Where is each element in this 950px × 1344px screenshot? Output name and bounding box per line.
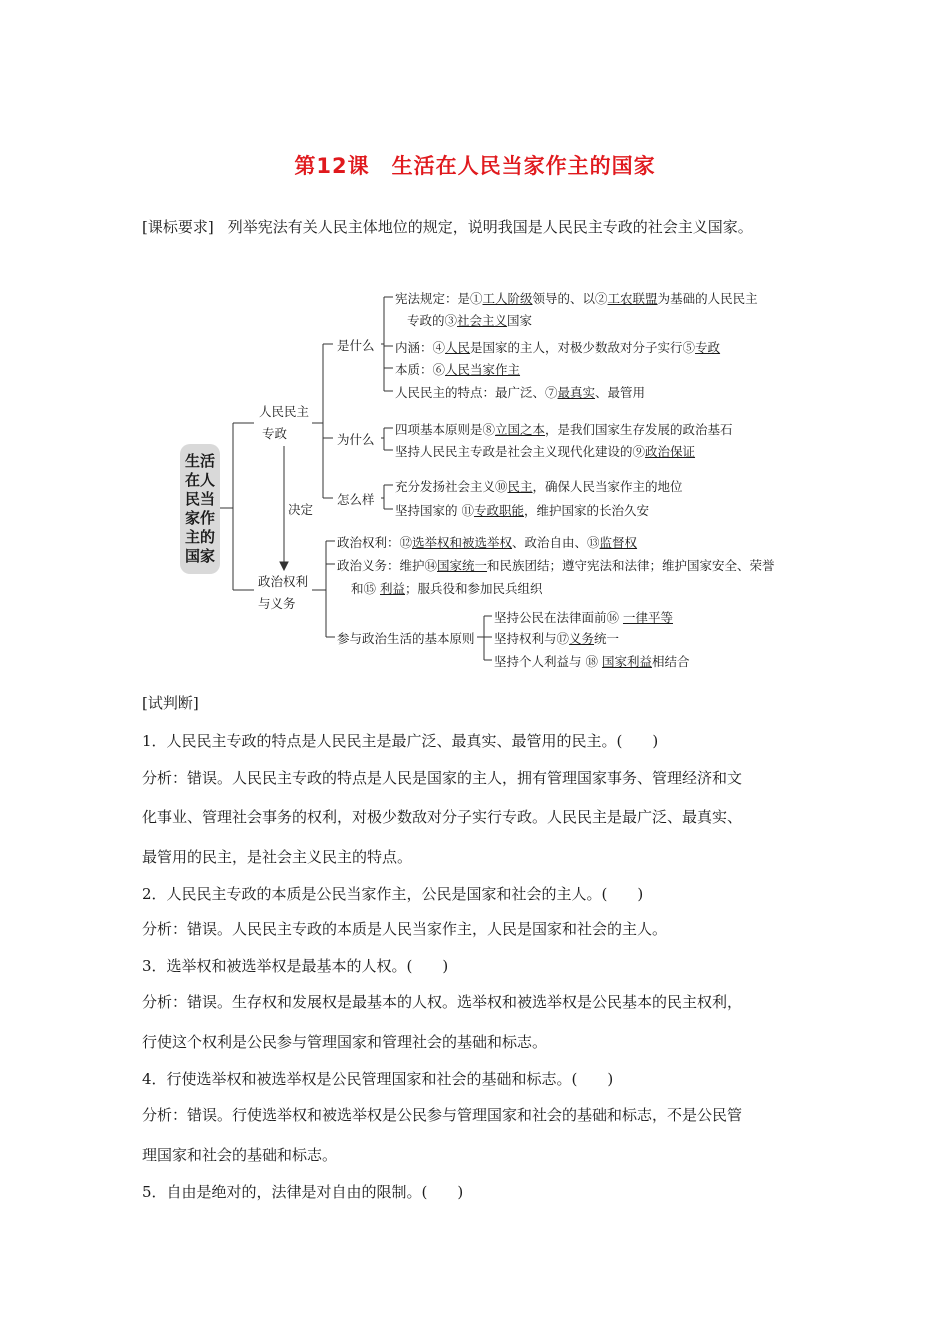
principle-rights-duties: 坚持权利与⑰义务统一 — [494, 631, 620, 646]
rights-item-obligations-cont: 和⑮ 利益；服兵役和参加民兵组织 — [351, 581, 543, 596]
root-line: 民当 — [184, 490, 215, 508]
how-item-dictatorship: 坚持国家的 ⑪专政职能，维护国家的长治久安 — [395, 503, 650, 518]
question-3: 3．选举权和被选举权是最基本的人权。( ) — [142, 957, 449, 975]
principle-interests: 坚持个人利益与 ⑱ 国家利益相结合 — [494, 654, 690, 669]
decide-label: 决定 — [288, 502, 314, 517]
analysis-4: 分析：错误。行使选举权和被选举权是公民参与管理国家和社会的基础和标志，不是公民管 — [142, 1106, 743, 1124]
why-item-guarantee: 坚持人民民主专政是社会主义现代化建设的⑨政治保证 — [395, 444, 696, 459]
root-line: 生活 — [184, 452, 215, 470]
question-4: 4．行使选举权和被选举权是公民管理国家和社会的基础和标志。( ) — [142, 1070, 614, 1088]
what-item-features: 人民民主的特点：最广泛、⑦最真实、最管用 — [395, 385, 646, 400]
branch-dictatorship-line2: 专政 — [262, 426, 288, 441]
branch-rights-line1: 政治权利 — [258, 574, 309, 589]
analysis-2: 分析：错误。人民民主专政的本质是人民当家作主，人民是国家和社会的主人。 — [142, 920, 668, 938]
question-2: 2．人民民主专政的本质是公民当家作主，公民是国家和社会的主人。( ) — [142, 885, 644, 903]
analysis-1-cont: 化事业、管理社会事务的权利，对极少数敌对分子实行专政。人民民主是最广泛、最真实、 — [142, 808, 743, 826]
how-label: 怎么样 — [337, 492, 375, 507]
mind-map-root — [180, 444, 220, 574]
why-label: 为什么 — [337, 432, 375, 447]
root-line: 家作 — [184, 509, 215, 527]
what-item-constitution: 宪法规定：是①工人阶级领导的、以②工农联盟为基础的人民民主 — [395, 291, 758, 306]
branch-dictatorship-line1: 人民民主 — [259, 404, 310, 419]
what-item-connotation: 内涵：④人民是国家的主人，对极少数敌对分子实行⑤专政 — [395, 340, 721, 355]
analysis-3-cont: 行使这个权利是公民参与管理国家和管理社会的基础和标志。 — [142, 1033, 548, 1051]
rights-item-obligations: 政治义务：维护⑭国家统一和民族团结；遵守宪法和法律；维护国家安全、荣誉 — [337, 558, 775, 573]
how-item-democracy: 充分发扬社会主义⑩民主，确保人民当家作主的地位 — [395, 479, 683, 494]
question-1: 1．人民民主专政的特点是人民民主是最广泛、最真实、最管用的民主。( ) — [142, 732, 659, 750]
requirement-text: 列举宪法有关人民主体地位的规定，说明我国是人民民主专政的社会主义国家。 — [227, 218, 753, 236]
rights-item-principles: 参与政治生活的基本原则 — [337, 631, 475, 646]
page-title: 第12课 生活在人民当家作主的国家 — [294, 154, 656, 178]
branch-rights-line2: 与义务 — [258, 596, 296, 611]
root-line: 主的 — [184, 528, 215, 546]
why-item-principles: 四项基本原则是⑧立国之本，是我们国家生存发展的政治基石 — [395, 422, 733, 437]
principle-equality: 坚持公民在法律面前⑯ 一律平等 — [494, 610, 673, 625]
analysis-1-cont: 最管用的民主，是社会主义民主的特点。 — [142, 848, 413, 866]
analysis-1: 分析：错误。人民民主专政的特点是人民是国家的主人，拥有管理国家事务、管理经济和文 — [142, 769, 743, 787]
what-item-essence: 本质：⑥人民当家作主 — [395, 362, 521, 377]
root-line: 国家 — [184, 547, 215, 565]
rights-item-political-rights: 政治权利：⑫选举权和被选举权、政治自由、⑬监督权 — [337, 535, 638, 550]
root-line: 在人 — [184, 471, 215, 489]
what-label: 是什么 — [337, 338, 375, 353]
question-5: 5．自由是绝对的，法律是对自由的限制。( ) — [142, 1183, 464, 1201]
what-item-constitution-cont: 专政的③社会主义国家 — [407, 313, 533, 328]
requirement-tag: [课标要求] — [142, 218, 214, 236]
analysis-3: 分析：错误。生存权和发展权是最基本的人权。选举权和被选举权是公民基本的民主权利， — [142, 993, 743, 1011]
section-heading: [试判断] — [142, 694, 199, 712]
analysis-4-cont: 理国家和社会的基础和标志。 — [142, 1146, 338, 1164]
